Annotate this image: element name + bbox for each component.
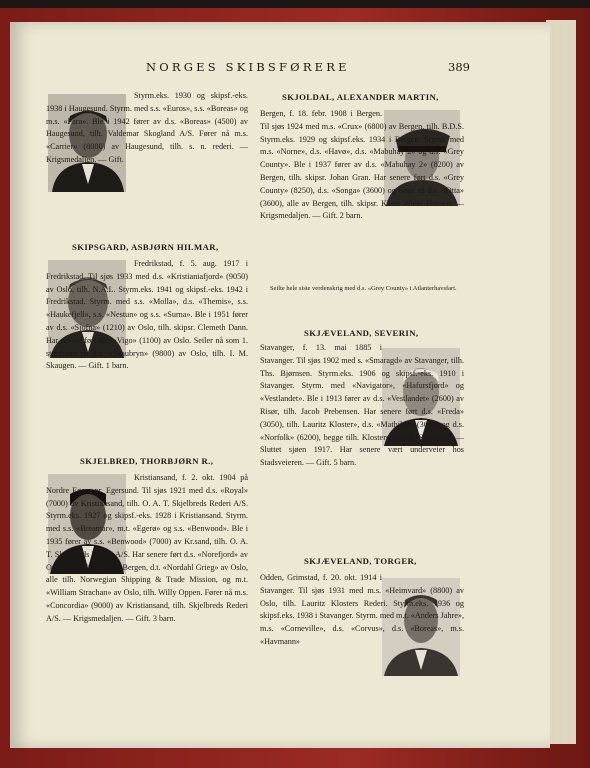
entry-heading: SKJELBRED, THORBJØRN R., xyxy=(80,456,214,466)
entry-biography: Kristiansand, f. 2. okt. 1904 på Nordre Egerø pr. Egersund. Til sjøs 1921 med d.s. «Royal» (7000) av Kristiansand, tilh. O. A. T. Skjelbreds Rederi A/S. Styrm.eks. 1927 og skipsf.-eks. 1928 i Kristiansand. Styrm. med s.s. «Breamar», m.t. «Egerø» og s.s. «Benwood». Ble i 1935 fører av s.s. «Benwood» (7000) av Kr.sand, tilh. O. A. T. Skjelbreds Rederi A/S. Har senere ført d.s. «Norefjord» av Oslo, d.s. «Garnes» av Bergen, d.t. «Nordahl Grieg» av Oslo, alle tilh. Norwegian Shipping & Trade Mission, og m.t. «William Strachan» av Oslo, tilh. Willy Oppen. Fører nå m.s. «Concordia» (9000) av Kristiansand, tilh. Skjelbreds Rederi A/S. — Krigsmedaljen. — Gift. 3 barn. xyxy=(46,473,248,623)
entry-heading: SKIPSGARD, ASBJØRN HILMAR, xyxy=(72,242,219,252)
page-number: 389 xyxy=(448,60,470,74)
page-edges xyxy=(546,20,576,744)
entry-note: Seilte hele siste verdenskrig med d.s. «Grey County» i Atlanterhavsfart. xyxy=(270,285,457,292)
entry-biography: Fredrikstad, f. 5. aug. 1917 i Fredrikstad. Til sjøs 1933 med d.s. «Kristianiafjord» (9050) av Oslo, tilh. N.A.L. Styrm.eks. 1941 og skipsf.-eks. 1942 i Fredrikstad. Styrm. med s.s. «Molla», d.s. «Themis», s.s. «Haukefjell», s.s. «Nestun» og s.s. «Surna». Ble i 1951 fører av d.s. «Sjofna» (1210) av Oslo, tilh. skipsr. Clemeth Dann. Har senere ført d.s. «Vigo» (1100) av Oslo. Seiler nå som 1. styrmann på d.s. «Skaubryn» (9800) av Oslo, tilh. I. M. Skaugen. — Gift. 1 barn. xyxy=(46,259,248,371)
entry-biography: Odden, Grimstad, f. 20. okt. 1914 i Stavanger. Til sjøs 1931 med m.s. «Heimvard» (8800) av Oslo, tilh. Lauritz Klosters Rederi. Styrm.eks. 1936 og skipsf.eks. 1938 i Stavanger. Styrm. med m.t. «Anders Jahre», m.s. «Corneville», d.s. «Corvus», d.s. «Boreas», m.s. «Havmann» xyxy=(260,573,464,646)
entry-biography: Stavanger, f. 13. mai 1885 i Stavanger. Til sjøs 1902 med s. «Smaragd» av Stavanger, tilh. Ths. Bjørnsen. Styrm.eks. 1906 og skipsf.-eks. 1910 i Stavanger. Styrm. med «Navigator», «Hafursfjord» og «Vestlandet». Ble i 1913 fører av d.s. «Vestlandet» (2600) av Risør, tilh. Jacob Prebensen. Har senere ført d.s. «Freda» (3050), tilh. Lauritz Kloster», d.s. «Mathilde» (3600) og d.s. «Norfolk» (6200), begge tilh. Klosters Rederi, Stavanger. — Sluttet sjøen 1917. Har senere vært underveier hos Stadsveieren. — Gift. 5 barn. xyxy=(260,343,464,468)
entry-heading: SKJÆVELAND, SEVERIN, xyxy=(304,328,419,338)
running-header: NORGES SKIBSFØRERE xyxy=(146,60,350,74)
entry-heading: SKJOLDAL, ALEXANDER MARTIN, xyxy=(282,92,439,102)
book-page xyxy=(10,22,550,748)
entry-heading: SKJÆVELAND, TORGER, xyxy=(304,556,417,566)
entry-biography: Styrm.eks. 1930 og skipsf.-eks. 1938 i Haugesund. Styrm. med s.s. «Euros», s.s. «Boreas» og m.s. «Para». Ble i 1942 fører av d.s. «Boreas» (4500) av Haugesund, tilh. Valdemar Skogland A/S. Fører nå m.s. «Carrier» (8000) av Haugesund, tilh. s. n. rederi. — Krigsmedaljen. — Gift. xyxy=(46,91,248,164)
entry-biography: Bergen, f. 18. febr. 1908 i Bergen. Til sjøs 1924 med m.s. «Crux» (6800) av Bergen, tilh. B.D.S. Styrm.eks. 1929 og skipsf.eks. 1934 i Bergen. Styrm. med m.s. «Norne», d.s. «Havø», d.s. «Mabuhay 2» og d.s. «Grey County». Ble i 1937 fører av d.s. «Mabuhay 2» (8200) av Bergen, tilh. skipsr. Johan Gran. Har senere ført d.s. «Grey County» (8250), d.s. «Songa» (3600) og fører nå d.s. «Otta» (3600), alle av Bergen, tilh. skipsr. Klaus Wiese Hansen. — Krigsmedaljen. — Gift. 2 barn. xyxy=(260,109,464,221)
